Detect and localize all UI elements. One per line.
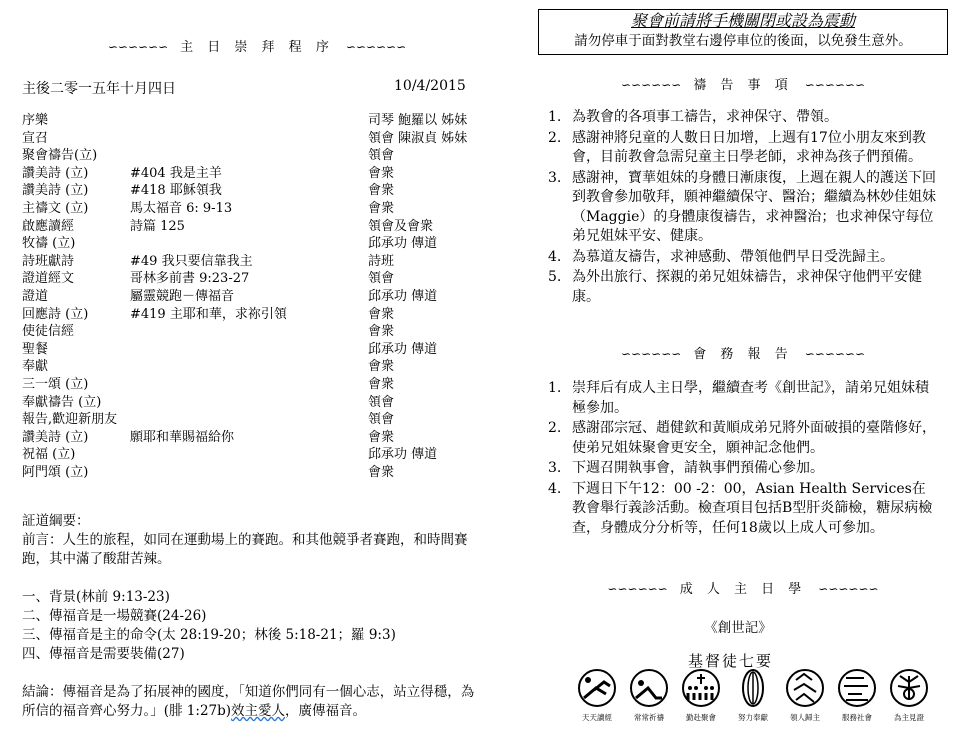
item-text: 為外出旅行、探親的弟兄姐妹禱告，求神保守他們平安健康。 [572, 269, 922, 305]
item-number: 1. [548, 109, 562, 125]
date-numeric: 10/4/2015 [394, 78, 466, 94]
item-text: 感謝邵宗冠、趙健欽和黃順成弟兄將外面破損的臺階修好，使弟兄姐妹聚會更安全，願神記念他們。 [572, 420, 936, 456]
sermon-heading: 証道綱要： [22, 513, 90, 529]
essential-label: 努力奉獻 [738, 713, 768, 722]
essential-label: 天天讀經 [582, 713, 612, 722]
list-item [538, 480, 938, 539]
order-item: 報告,歡迎新朋友 [22, 412, 118, 428]
essential-label: 為主見證 [894, 713, 924, 722]
item-number: 4. [548, 480, 562, 497]
list-item [538, 459, 938, 479]
order-item: 奉獻 [22, 359, 49, 375]
order-item: 讚美詩 (立) [22, 429, 89, 445]
order-row [22, 147, 492, 165]
sermon-conclusion [22, 683, 482, 721]
essential-label: 服務社會 [842, 713, 872, 722]
prayer-section-title [538, 74, 948, 93]
order-row [22, 182, 492, 200]
order-detail: #418 耶穌領我 [130, 183, 222, 199]
order-person: 領會及會衆 [368, 218, 434, 234]
order-row [22, 358, 492, 376]
order-person: 領會 [368, 271, 395, 287]
item-text: 感謝神將兒童的人數日日加增，上週有17位小朋友來到教會，目前教會急需兒童主日學老師，求神為孩子們預備。 [572, 129, 926, 165]
list-item [538, 268, 938, 307]
item-number: 3. [548, 460, 562, 476]
order-row [22, 253, 492, 271]
order-row [22, 200, 492, 218]
order-person: 司琴 鮑羅以 姊妹 [368, 113, 468, 128]
order-detail: 屬靈競跑－傳福音 [130, 288, 235, 304]
conclusion-underlined: 效主愛人 [231, 703, 286, 719]
order-person: 會衆 [368, 183, 395, 199]
prayer-heading: 禱 告 事 項 [693, 78, 793, 93]
order-person: 會衆 [368, 429, 395, 445]
order-person: 邱承功 傳道 [368, 341, 438, 357]
order-item: 啟應讀經 [22, 218, 75, 234]
order-detail: 哥林多前書 9:23-27 [130, 271, 250, 287]
order-person: 會衆 [368, 359, 395, 375]
order-item: 阿門頌 (立) [22, 464, 89, 480]
order-person: 會衆 [368, 376, 395, 392]
sermon-point: 三、傳福音是主的命令(太 28:19-20；林後 5:18-21；羅 9:3) [22, 627, 396, 643]
order-person: 會衆 [368, 200, 395, 216]
order-row [22, 429, 492, 447]
notice-title: 聚會前請將手機關閉或設為震動 [630, 11, 855, 30]
order-person: 會衆 [368, 165, 395, 181]
seven-essentials-icons [574, 668, 936, 708]
order-row [22, 270, 492, 288]
adult-school-title [538, 578, 948, 597]
worship-order-heading: 主 日 崇 拜 程 序 [180, 40, 334, 55]
conclusion-end: ，廣傳福音。 [285, 703, 367, 719]
item-number: 2. [548, 129, 562, 146]
order-row [22, 323, 492, 341]
ornament-left: ∽∽∽∽∽∽ [107, 40, 169, 54]
order-row [22, 341, 492, 359]
order-item: 聖餐 [22, 341, 49, 357]
worship-order-title [22, 36, 492, 55]
bible-reading-icon [574, 668, 620, 708]
item-text: 崇拜后有成人主日學，繼續查考《創世記》，請弟兄姐妹積極參加。 [572, 380, 929, 416]
list-item [538, 129, 938, 168]
list-item [538, 108, 938, 128]
adult-school-book: 《創世記》 [704, 620, 772, 636]
order-item: 證道經文 [22, 271, 75, 287]
sermon-point: 一、背景(林前 9:13-23) [22, 589, 170, 605]
item-number: 1. [548, 380, 562, 396]
item-text: 下週日下午12：00 -2：00，Asian Health Services在教會舉行義診活動。檢查項目包括B型肝炎篩檢，糖尿病檢查，身體成分分析等，任何18歲以上成人可參加。 [572, 480, 933, 536]
order-row [22, 235, 492, 253]
order-item: 牧禱 (立) [22, 236, 76, 252]
gathering-icon [678, 668, 724, 708]
order-item: 聚會禱告(立) [22, 148, 98, 164]
order-row [22, 165, 492, 183]
order-item: 祝福 (立) [22, 447, 76, 463]
ornament-right: ∽∽∽∽∽∽ [804, 347, 866, 361]
order-person: 邱承功 傳道 [368, 447, 438, 463]
order-item: 序樂 [22, 113, 49, 128]
list-item [538, 419, 938, 458]
order-person: 邱承功 傳道 [368, 288, 438, 304]
affairs-section-title [538, 343, 948, 362]
order-row [22, 411, 492, 429]
praying-icon [626, 668, 672, 708]
order-row [22, 394, 492, 412]
item-text: 為慕道友禱告，求神感動、帶領他們早日受洗歸主。 [572, 248, 894, 265]
order-item: 使徒信經 [22, 324, 75, 340]
essential-label: 常常祈禱 [634, 713, 664, 722]
order-person: 會衆 [368, 324, 395, 340]
order-person: 領會 [368, 412, 395, 428]
date-line [22, 78, 492, 98]
order-person: 詩班 [368, 253, 395, 269]
adult-school-heading: 成 人 主 日 學 [679, 582, 807, 597]
ornament-left: ∽∽∽∽∽∽ [620, 78, 682, 92]
order-row [22, 464, 492, 482]
sermon-outline [22, 512, 482, 721]
order-detail: #404 我是主羊 [130, 165, 222, 181]
order-row [22, 112, 492, 130]
ornament-left: ∽∽∽∽∽∽ [620, 347, 682, 361]
seven-essentials-title: 基督徒七要 [688, 652, 774, 670]
order-item: 回應詩 (立) [22, 306, 89, 322]
item-number: 4. [548, 248, 562, 265]
order-person: 領會 [368, 394, 395, 410]
order-person: 領會 陳淑貞 姊妹 [368, 130, 468, 146]
evangelism-icon [782, 668, 828, 708]
order-detail: 詩篇 125 [130, 218, 185, 234]
item-number: 3. [548, 169, 562, 186]
seven-essentials-labels [574, 712, 936, 726]
order-item: 主禱文 (立) [22, 200, 89, 216]
item-text: 為教會的各項事工禱告，求神保守、帶領。 [572, 109, 838, 125]
item-number: 2. [548, 420, 562, 436]
affairs-heading: 會 務 報 告 [693, 347, 793, 362]
order-row [22, 446, 492, 464]
item-text: 感謝神，寶華姐妹的身體日漸康復，上週在親人的護送下回到教會參加敬拜，願神繼續保守、醫治；繼續為林妙佳姐妹（Maggie）的身體康復禱告，求神醫治；也求神保守每位弟兄姐妹平安、健康。 [572, 169, 936, 244]
left-column [22, 0, 492, 742]
order-detail: #49 我只要信靠我主 [130, 253, 253, 269]
essential-label: 領人歸主 [790, 713, 820, 722]
order-row [22, 376, 492, 394]
order-item: 證道 [22, 288, 49, 304]
worship-order-list [22, 112, 492, 481]
ornament-left: ∽∽∽∽∽∽ [607, 582, 668, 596]
prayer-list [538, 108, 938, 308]
right-column [538, 0, 948, 742]
order-item: 詩班獻詩 [22, 253, 75, 269]
order-detail: 願耶和華賜福給你 [130, 429, 235, 445]
order-person: 領會 [368, 148, 395, 164]
sermon-point: 四、傳福音是需要裝備(27) [22, 646, 185, 662]
order-item: 奉獻禱告 (立) [22, 394, 102, 410]
witness-icon [886, 668, 932, 708]
order-item: 宣召 [22, 130, 49, 146]
sermon-intro: 前言：人生的旅程，如同在運動場上的賽跑。和其他競爭者賽跑，和時間賽跑，其中滿了酸甜苦辣。 [22, 532, 468, 567]
conclusion-text: 結論：傳福音是為了拓展神的國度，「知道你們同有一個心志，站立得穩，為所信的福音齊心努力。」(腓 1:27b) [22, 684, 475, 719]
order-detail: 馬太福音 6: 9-13 [130, 200, 233, 216]
ornament-right: ∽∽∽∽∽∽ [804, 78, 866, 92]
order-person: 邱承功 傳道 [368, 236, 438, 252]
order-detail: #419 主耶和華，求祢引領 [130, 306, 287, 322]
affairs-list [538, 379, 938, 539]
item-number: 5. [548, 269, 562, 285]
ornament-right: ∽∽∽∽∽∽ [345, 40, 407, 54]
date-chinese: 主後二零一五年十月四日 [22, 81, 176, 97]
notice-text: 請勿停車于面對教堂右邊停車位的後面，以免發生意外。 [574, 33, 912, 49]
order-row [22, 288, 492, 306]
order-item: 三一頌 (立) [22, 376, 89, 392]
list-item [538, 169, 938, 247]
ornament-right: ∽∽∽∽∽∽ [818, 582, 879, 596]
offering-icon [730, 668, 776, 708]
notice-box [538, 9, 948, 55]
item-text: 下週召開執事會，請執事們預備心參加。 [572, 460, 824, 476]
order-person: 會衆 [368, 464, 395, 480]
list-item [538, 248, 938, 268]
essential-label: 勤赴聚會 [686, 713, 716, 722]
order-person: 會衆 [368, 306, 395, 322]
order-item: 讚美詩 (立) [22, 183, 89, 199]
order-item: 讚美詩 (立) [22, 165, 89, 181]
order-row [22, 306, 492, 324]
service-icon [834, 668, 880, 708]
sermon-point: 二、傳福音是一場競賽(24-26) [22, 608, 207, 624]
list-item [538, 379, 938, 418]
order-row [22, 130, 492, 148]
order-row [22, 218, 492, 236]
